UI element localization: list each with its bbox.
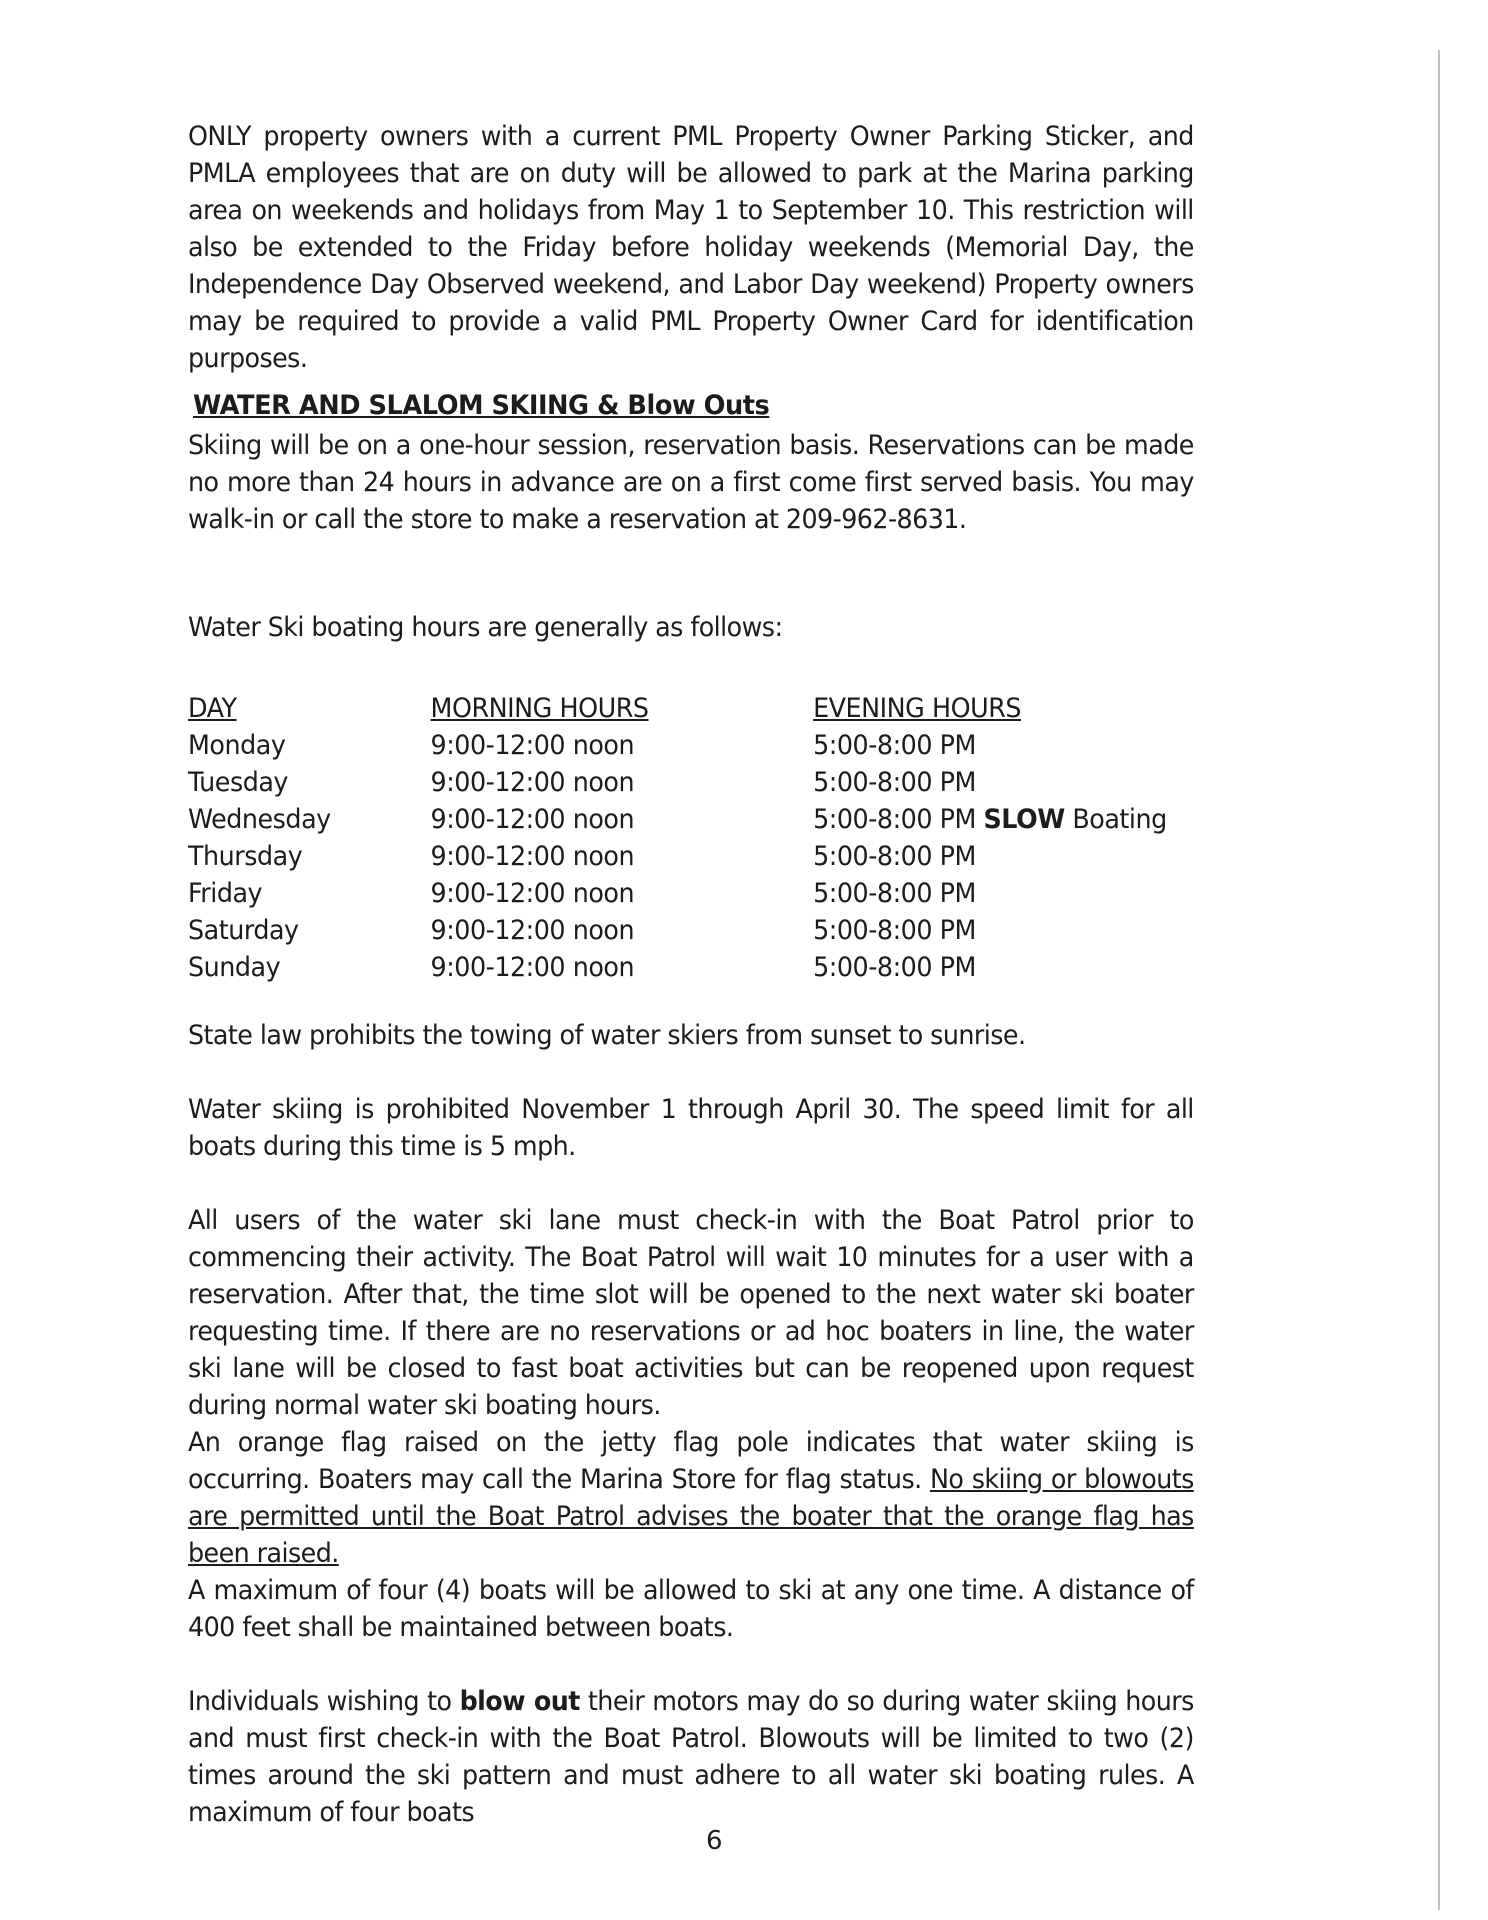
- morning-cell: 9:00-12:00 noon: [430, 952, 635, 983]
- section-heading: WATER AND SLALOM SKIING & Blow Outs: [193, 390, 770, 421]
- schedule-row: [188, 764, 1184, 801]
- schedule-row: [188, 875, 1184, 912]
- page-number: 6: [706, 1826, 723, 1856]
- morning-cell: 9:00-12:00 noon: [430, 878, 635, 909]
- check-in-paragraph: All users of the water ski lane must check-in with the Boat Patrol prior to commencing their activity. The Boat Patrol will wait 10 minutes for a user with a reservation. After that, the time slot will be opened to the next water ski boater requesting time. If there are no reservations or ad hoc boaters in line, the water ski lane will be closed to fast boat activities but can be reopened upon request during normal water ski boating hours.: [188, 1205, 1194, 1421]
- blowout-bold: blow out: [459, 1686, 580, 1717]
- schedule-row: [188, 727, 1184, 764]
- flag-warning: No skiing or blowouts are permitted until the Boat Patrol advises the boater that the orange flag has been raised.: [188, 1464, 1194, 1569]
- day-cell: Friday: [188, 878, 263, 909]
- day-cell: Monday: [188, 730, 286, 761]
- day-cell: Tuesday: [188, 767, 288, 798]
- scan-edge-line: [1438, 50, 1440, 1910]
- boating-label: Boating: [1072, 804, 1167, 835]
- evening-cell: 5:00-8:00 PM: [813, 878, 976, 909]
- schedule-row: [188, 801, 1184, 838]
- blowout-paragraph: [188, 1683, 1194, 1831]
- evening-cell: [813, 801, 1167, 838]
- flag-paragraph: [188, 1424, 1194, 1572]
- flag-text: An orange flag raised on the jetty flag pole indicates that water skiing is occurring. Boaters may call the Marina Store for flag status.: [188, 1427, 1194, 1495]
- reservations-paragraph: Skiing will be on a one-hour session, reservation basis. Reservations can be made no more than 24 hours in advance are on a first come first served basis. You may walk-in or call the store to make a reservation at 209-962-8631.: [188, 430, 1194, 535]
- evening-cell: 5:00-8:00 PM: [813, 915, 976, 946]
- day-cell: Saturday: [188, 915, 299, 946]
- header-evening: EVENING HOURS: [813, 693, 1022, 724]
- hours-intro: Water Ski boating hours are generally as follows:: [188, 612, 783, 643]
- morning-cell: 9:00-12:00 noon: [430, 915, 635, 946]
- slow-label: SLOW: [983, 804, 1065, 835]
- blowout-text-end: their motors may do so during water skiing hours and must first check-in with the Boat Patrol. Blowouts will be limited to two (2) times around the ski pattern and must adhere to all water ski boating rules. A maximum of four boats: [188, 1686, 1194, 1828]
- day-cell: Thursday: [188, 841, 303, 872]
- max-boats-paragraph: A maximum of four (4) boats will be allowed to ski at any one time. A distance of 400 feet shall be maintained between boats.: [188, 1575, 1194, 1643]
- day-cell: Sunday: [188, 952, 281, 983]
- hours-schedule: [188, 690, 1184, 986]
- evening-cell: 5:00-8:00 PM: [813, 767, 976, 798]
- blowout-text-start: Individuals wishing to: [188, 1686, 460, 1717]
- state-law-paragraph: State law prohibits the towing of water skiers from sunset to sunrise.: [188, 1020, 1026, 1051]
- evening-cell: 5:00-8:00 PM: [813, 841, 976, 872]
- day-cell: Wednesday: [188, 804, 331, 835]
- header-day: DAY: [188, 693, 237, 724]
- schedule-row: [188, 838, 1184, 875]
- morning-cell: 9:00-12:00 noon: [430, 730, 635, 761]
- morning-cell: 9:00-12:00 noon: [430, 767, 635, 798]
- schedule-row: [188, 949, 1184, 986]
- evening-time: 5:00-8:00 PM: [813, 804, 976, 835]
- evening-cell: 5:00-8:00 PM: [813, 730, 976, 761]
- prohibited-paragraph: Water skiing is prohibited November 1 through April 30. The speed limit for all boats during this time is 5 mph.: [188, 1094, 1194, 1162]
- header-morning: MORNING HOURS: [430, 693, 649, 724]
- morning-cell: 9:00-12:00 noon: [430, 804, 635, 835]
- schedule-header-row: [188, 690, 1184, 727]
- parking-paragraph: ONLY property owners with a current PML Property Owner Parking Sticker, and PMLA employees that are on duty will be allowed to park at the Marina parking area on weekends and holidays from May 1 to September 10. This restriction will also be extended to the Friday before holiday weekends (Memorial Day, the Independence Day Observed weekend, and Labor Day weekend) Property owners may be required to provide a valid PML Property Owner Card for identification purposes.: [188, 121, 1194, 374]
- evening-cell: 5:00-8:00 PM: [813, 952, 976, 983]
- morning-cell: 9:00-12:00 noon: [430, 841, 635, 872]
- schedule-row: [188, 912, 1184, 949]
